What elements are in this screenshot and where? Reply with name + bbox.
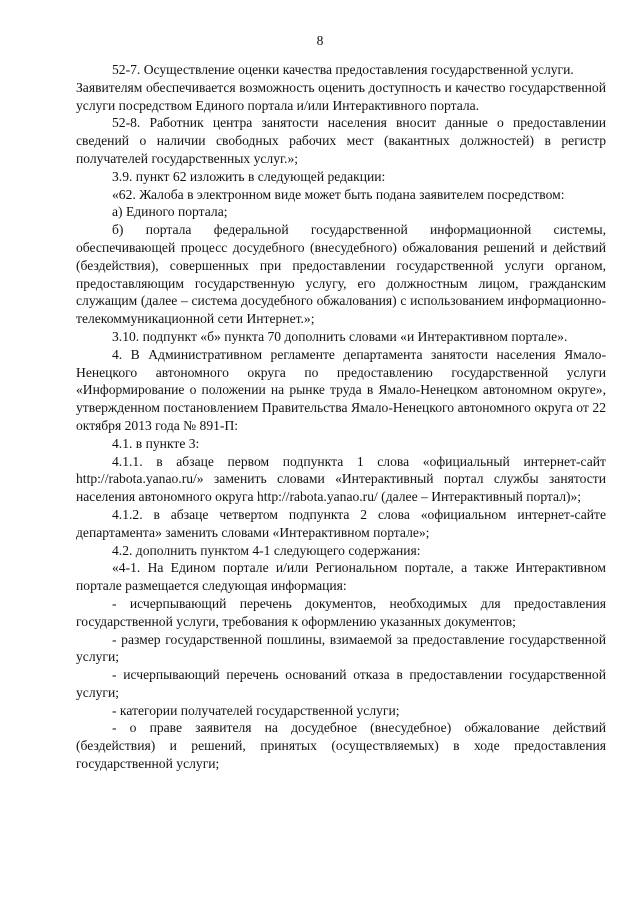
paragraph-4-1: 4.1. в пункте 3: bbox=[112, 435, 200, 451]
list-item-appeal: - о праве заявителя на досудебное (внесудебное) обжалование действий (бездействия) и решений, принятых (осуществляемых) в ходе предоставления государственной услуги; bbox=[76, 720, 606, 772]
list-item-fee: - размер государственной пошлины, взимаемой за предоставление государственной услуги; bbox=[76, 631, 606, 665]
paragraph-4-2: 4.2. дополнить пунктом 4-1 следующего содержания: bbox=[112, 542, 421, 558]
paragraph-62-b: б) портала федеральной государственной информационной системы, обеспечивающей процесс досудебного (внесудебного) обжалования решений и действий (бездействия), совершенных при предоставлении государственной услуги органом, предоставляющим государственную услугу, его должностным лицом, гражданским служащим (далее – система досудебного обжалования) с использованием информационно-телекоммуникационной сети Интернет.»; bbox=[76, 222, 606, 327]
paragraph-4-1-new: «4-1. На Едином портале и/или Региональном портале, а также Интерактивном портале размещается следующая информация: bbox=[76, 560, 606, 594]
paragraph-3-10: 3.10. подпункт «б» пункта 70 дополнить словами «и Интерактивном портале». bbox=[112, 328, 568, 344]
list-item-categories: - категории получателей государственной услуги; bbox=[112, 702, 400, 718]
paragraph-52-8: 52-8. Работник центра занятости населения вносит данные о предоставлении сведений о наличии свободных рабочих мест (вакантных должностей) в регистр получателей государственных услуг.»; bbox=[76, 115, 606, 166]
paragraph-62-a: а) Единого портала; bbox=[112, 204, 228, 220]
paragraph-52-7: 52-7. Осуществление оценки качества предоставления государственной услуги. bbox=[112, 62, 574, 77]
page-number: 8 bbox=[316, 33, 324, 48]
paragraph-4-1-2: 4.1.2. в абзаце четвертом подпункта 2 слова «официальном интернет-сайте департамента» заменить словами «Интерактивном портале»; bbox=[76, 506, 606, 540]
paragraph-4: 4. В Административном регламенте департамента занятости населения Ямало-Ненецкого автономного округа по предоставлению государственной услуги «Информирование о положении на рынке труда в Ямало-Ненецком автономном округе», утвержденном постановлением Правительства Ямало-Ненецкого автономного округа от 22 октября 2013 года № 891-П: bbox=[76, 346, 606, 433]
list-item-refusal: - исчерпывающий перечень оснований отказа в предоставлении государственной услуги; bbox=[76, 667, 606, 700]
paragraph-4-1-1: 4.1.1. в абзаце первом подпункта 1 слова «официальный интернет-сайт http://rabota.yanao.ru/» заменить словами «Интерактивный портал службы занятости населения автономного округа http://rabota.yanao.ru/ (далее – Интерактивный портал)»; bbox=[76, 453, 606, 505]
paragraph-3-9: 3.9. пункт 62 изложить в следующей редакции: bbox=[112, 168, 386, 184]
document-body bbox=[76, 61, 606, 773]
paragraph-62: «62. Жалоба в электронном виде может быть подана заявителем посредством: bbox=[112, 186, 565, 202]
list-item-documents: - исчерпывающий перечень документов, необходимых для предоставления государственной услуги, требования к оформлению указанных документов; bbox=[76, 595, 606, 629]
paragraph-assessment: Заявителям обеспечивается возможность оценить доступность и качество государственной услуги посредством Единого портала и/или Интерактивного портала. bbox=[76, 79, 606, 113]
